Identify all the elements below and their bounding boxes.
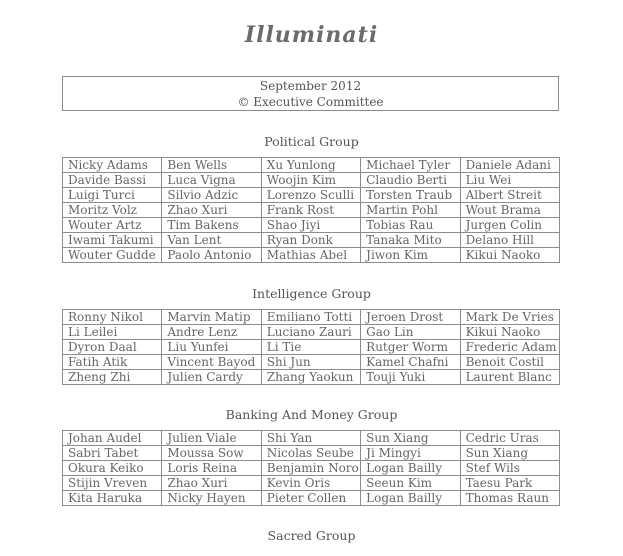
name-cell: Delano Hill bbox=[460, 233, 559, 248]
name-cell: Tobias Rau bbox=[361, 218, 460, 233]
name-cell: Touji Yuki bbox=[361, 370, 460, 385]
name-cell: Ronny Nikol bbox=[63, 310, 162, 325]
name-cell: Sun Xiang bbox=[361, 431, 460, 446]
name-cell: Rutger Worm bbox=[361, 340, 460, 355]
name-cell: Zhao Xuri bbox=[162, 203, 261, 218]
name-cell: Benoit Costil bbox=[460, 355, 559, 370]
table-row bbox=[63, 248, 560, 263]
name-cell: Wouter Gudde bbox=[63, 248, 162, 263]
name-cell: Martin Pohl bbox=[361, 203, 460, 218]
name-cell: Nicolas Seube bbox=[261, 446, 360, 461]
name-cell: Moussa Sow bbox=[162, 446, 261, 461]
committee-text: © Executive Committee bbox=[237, 95, 384, 109]
name-cell: Loris Reina bbox=[162, 461, 261, 476]
name-cell: Moritz Volz bbox=[63, 203, 162, 218]
date-text: September 2012 bbox=[259, 79, 362, 93]
group-title-intelligence: Intelligence Group bbox=[252, 286, 371, 301]
name-cell: Wout Brama bbox=[460, 203, 559, 218]
name-cell: Julien Viale bbox=[162, 431, 261, 446]
table-row bbox=[63, 188, 560, 203]
name-cell: Nicky Adams bbox=[63, 158, 162, 173]
name-cell: Ben Wells bbox=[162, 158, 261, 173]
name-cell: Kamel Chafni bbox=[361, 355, 460, 370]
table-row bbox=[63, 233, 560, 248]
name-cell: Fatih Atik bbox=[63, 355, 162, 370]
table-row bbox=[63, 218, 560, 233]
table-row bbox=[63, 461, 560, 476]
table-row bbox=[63, 340, 560, 355]
name-cell: Cedric Uras bbox=[460, 431, 559, 446]
table-row bbox=[63, 446, 560, 461]
name-cell: Li Tie bbox=[261, 340, 360, 355]
name-cell: Vincent Bayod bbox=[162, 355, 261, 370]
name-cell: Zhang Yaokun bbox=[261, 370, 360, 385]
name-cell: Wouter Artz bbox=[63, 218, 162, 233]
name-cell: Thomas Raun bbox=[460, 491, 559, 506]
table-row bbox=[63, 491, 560, 506]
name-cell: Luca Vigna bbox=[162, 173, 261, 188]
table-row bbox=[63, 158, 560, 173]
name-cell: Logan Bailly bbox=[361, 491, 460, 506]
name-cell: Kita Haruka bbox=[63, 491, 162, 506]
table-row bbox=[63, 431, 560, 446]
name-cell: Zheng Zhi bbox=[63, 370, 162, 385]
page-title: Illuminati bbox=[244, 22, 379, 48]
name-cell: Torsten Traub bbox=[361, 188, 460, 203]
name-cell: Silvio Adzic bbox=[162, 188, 261, 203]
name-cell: Liu Yunfei bbox=[162, 340, 261, 355]
name-cell: Marvin Matip bbox=[162, 310, 261, 325]
table-political bbox=[62, 157, 560, 263]
group-title-banking: Banking And Money Group bbox=[225, 407, 398, 422]
name-cell: Michael Tyler bbox=[361, 158, 460, 173]
name-cell: Xu Yunlong bbox=[261, 158, 360, 173]
table-row bbox=[63, 325, 560, 340]
name-cell: Ji Mingyi bbox=[361, 446, 460, 461]
name-cell: Kikui Naoko bbox=[460, 248, 559, 263]
name-cell: Stijin Vreven bbox=[63, 476, 162, 491]
name-cell: Mark De Vries bbox=[460, 310, 559, 325]
name-cell: Jurgen Colin bbox=[460, 218, 559, 233]
name-cell: Lorenzo Sculli bbox=[261, 188, 360, 203]
name-cell: Tim Bakens bbox=[162, 218, 261, 233]
name-cell: Gao Lin bbox=[361, 325, 460, 340]
name-cell: Johan Audel bbox=[63, 431, 162, 446]
name-cell: Julien Cardy bbox=[162, 370, 261, 385]
name-cell: Luigi Turci bbox=[63, 188, 162, 203]
name-cell: Nicky Hayen bbox=[162, 491, 261, 506]
name-cell: Daniele Adani bbox=[460, 158, 559, 173]
name-cell: Okura Keiko bbox=[63, 461, 162, 476]
group-title-political: Political Group bbox=[264, 134, 359, 149]
info-box bbox=[62, 76, 559, 111]
name-cell: Liu Wei bbox=[460, 173, 559, 188]
name-cell: Shi Jun bbox=[261, 355, 360, 370]
name-cell: Li Leilei bbox=[63, 325, 162, 340]
name-cell: Shao Jiyi bbox=[261, 218, 360, 233]
name-cell: Paolo Antonio bbox=[162, 248, 261, 263]
name-cell: Albert Streit bbox=[460, 188, 559, 203]
table-row bbox=[63, 355, 560, 370]
table-intelligence bbox=[62, 309, 560, 385]
name-cell: Seeun Kim bbox=[361, 476, 460, 491]
name-cell: Andre Lenz bbox=[162, 325, 261, 340]
name-cell: Davide Bassi bbox=[63, 173, 162, 188]
table-banking bbox=[62, 430, 560, 506]
name-cell: Zhao Xuri bbox=[162, 476, 261, 491]
name-cell: Tanaka Mito bbox=[361, 233, 460, 248]
name-cell: Jeroen Drost bbox=[361, 310, 460, 325]
name-cell: Luciano Zauri bbox=[261, 325, 360, 340]
name-cell: Sabri Tabet bbox=[63, 446, 162, 461]
table-row bbox=[63, 476, 560, 491]
name-cell: Pieter Collen bbox=[261, 491, 360, 506]
name-cell: Frank Rost bbox=[261, 203, 360, 218]
table-row bbox=[63, 370, 560, 385]
table-row bbox=[63, 310, 560, 325]
name-cell: Taesu Park bbox=[460, 476, 559, 491]
name-cell: Woojin Kim bbox=[261, 173, 360, 188]
name-cell: Kevin Oris bbox=[261, 476, 360, 491]
name-cell: Mathias Abel bbox=[261, 248, 360, 263]
name-cell: Van Lent bbox=[162, 233, 261, 248]
name-cell: Sun Xiang bbox=[460, 446, 559, 461]
name-cell: Benjamin Noro bbox=[261, 461, 360, 476]
name-cell: Frederic Adam bbox=[460, 340, 559, 355]
name-cell: Ryan Donk bbox=[261, 233, 360, 248]
name-cell: Stef Wils bbox=[460, 461, 559, 476]
name-cell: Iwami Takumi bbox=[63, 233, 162, 248]
name-cell: Logan Bailly bbox=[361, 461, 460, 476]
name-cell: Laurent Blanc bbox=[460, 370, 559, 385]
name-cell: Dyron Daal bbox=[63, 340, 162, 355]
name-cell: Emiliano Totti bbox=[261, 310, 360, 325]
name-cell: Jiwon Kim bbox=[361, 248, 460, 263]
name-cell: Claudio Berti bbox=[361, 173, 460, 188]
name-cell: Kikui Naoko bbox=[460, 325, 559, 340]
group-title-sacred: Sacred Group bbox=[267, 528, 356, 543]
table-row bbox=[63, 203, 560, 218]
table-row bbox=[63, 173, 560, 188]
name-cell: Shi Yan bbox=[261, 431, 360, 446]
